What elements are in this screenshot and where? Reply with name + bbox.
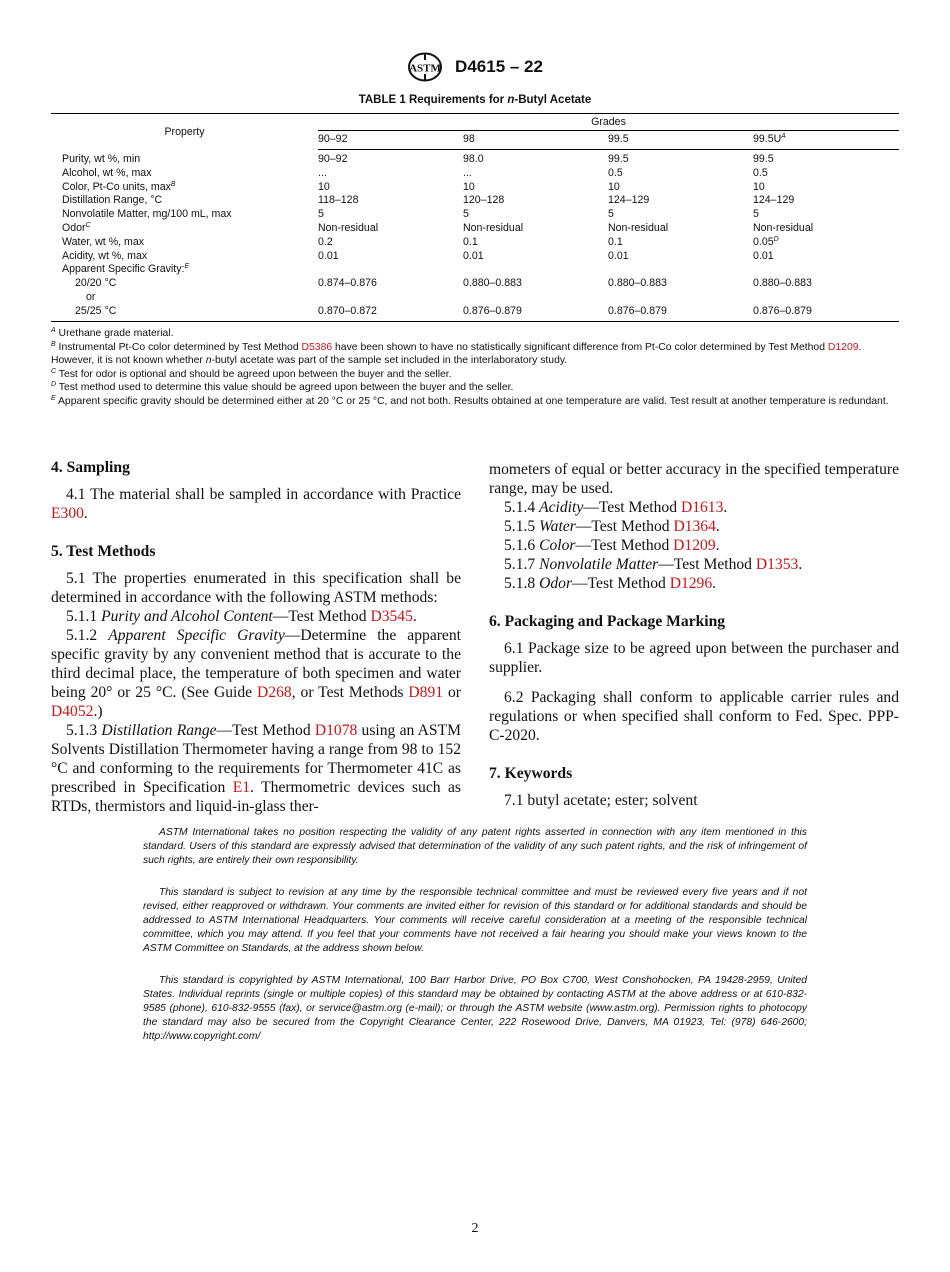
ref-link-d1078[interactable]: D1078 bbox=[314, 722, 358, 739]
ref-link-d891[interactable]: D891 bbox=[408, 684, 444, 701]
property-cell: Water, wt %, max bbox=[62, 235, 145, 248]
value-cell: Non-residual bbox=[463, 221, 524, 234]
value-cell: 0.876–0.879 bbox=[753, 305, 899, 321]
grade-column-header: 99.5 bbox=[608, 131, 753, 150]
value-cell: Non-residual bbox=[608, 221, 669, 234]
ref-link-d1209[interactable]: D1209 bbox=[827, 341, 859, 353]
ref-link-e300[interactable]: E300 bbox=[51, 505, 84, 522]
table-row bbox=[51, 167, 899, 181]
footnote-a: $^A$ Urethane grade material. bbox=[51, 327, 174, 339]
paragraph-5-1-1: 5.1.1 Purity and Alcohol Content—Test Method D3545. bbox=[66, 608, 417, 625]
value-cell: 0.01 bbox=[318, 249, 339, 262]
paragraph-6-1: 6.1 Package size to be agreed upon between the purchaser and supplier. bbox=[489, 640, 899, 676]
property-cell: Apparent Specific Gravity:$^E$ bbox=[62, 263, 190, 276]
property-cell: Acidity, wt %, max bbox=[62, 249, 148, 262]
property-cell: Purity, wt %, min bbox=[62, 152, 141, 165]
property-header: Property bbox=[51, 114, 318, 150]
property-cell: Alcohol, wt %, max bbox=[62, 166, 152, 179]
paragraph-5-1-8: 5.1.8 Odor—Test Method D1296. bbox=[504, 575, 717, 592]
ref-link-e1[interactable]: E1 bbox=[232, 779, 251, 796]
table-row bbox=[51, 194, 899, 208]
value-cell: ... bbox=[463, 166, 472, 179]
table-row bbox=[51, 236, 899, 250]
grades-header: Grades bbox=[318, 114, 899, 131]
value-cell: 0.880–0.883 bbox=[608, 277, 667, 290]
property-cell: or bbox=[86, 290, 96, 303]
value-cell: 0.874–0.876 bbox=[318, 277, 377, 290]
paragraph-5-1-7: 5.1.7 Nonvolatile Matter—Test Method D1353. bbox=[504, 556, 803, 573]
paragraph-6-2: 6.2 Packaging shall conform to applicable carrier rules and regulations or when specified shall conform to Fed. Spec. PPP-C-2020. bbox=[489, 689, 899, 744]
value-cell: 0.880–0.883 bbox=[463, 277, 522, 290]
document-header bbox=[0, 52, 950, 82]
astm-logo-icon bbox=[407, 52, 443, 82]
ref-link-d268[interactable]: D268 bbox=[257, 684, 292, 701]
value-cell: 5 bbox=[463, 208, 469, 221]
value-cell: 0.870–0.872 bbox=[318, 305, 463, 321]
value-cell: 0.5 bbox=[753, 166, 768, 179]
value-cell: 10 bbox=[463, 180, 475, 193]
table-row bbox=[51, 277, 899, 291]
table-row bbox=[51, 222, 899, 236]
table-row bbox=[51, 250, 899, 264]
table-row bbox=[51, 181, 899, 195]
paragraph-7-1: 7.1 butyl acetate; ester; solvent bbox=[504, 792, 698, 809]
svg-text:ASTM: ASTM bbox=[409, 62, 441, 75]
ref-link-d1209[interactable]: D1209 bbox=[673, 537, 716, 554]
value-cell: 5 bbox=[318, 208, 324, 221]
notice-revision: This standard is subject to revision at any time by the responsible technical committee and must be reviewed every five years and if not revised, either reapproved or withdrawn. Your comments are invited either for revision of this standard or for additional standards and should be addressed to ASTM International Headquarters. Your comments will receive careful consideration at a meeting of the responsible technical committee, which you may attend. If you feel that your comments have not received a fair hearing you should make your views known to the ASTM Committee on Standards, at the address shown below. bbox=[143, 887, 807, 954]
value-cell: 10 bbox=[318, 180, 330, 193]
value-cell: $0.05^D$ bbox=[753, 235, 779, 248]
table-row bbox=[51, 150, 899, 167]
value-cell: 5 bbox=[608, 208, 614, 221]
value-cell: 0.01 bbox=[608, 249, 629, 262]
ref-link-d1296[interactable]: D1296 bbox=[669, 575, 713, 592]
section-heading-test-methods: 5. Test Methods bbox=[51, 543, 156, 560]
value-cell: 90–92 bbox=[318, 153, 348, 165]
property-cell: Distillation Range, °C bbox=[62, 194, 163, 207]
value-cell: 0.880–0.883 bbox=[753, 277, 812, 290]
grade-column-header: 98 bbox=[463, 131, 608, 150]
footnote-c: $^C$ Test for odor is optional and should be agreed upon between the buyer and the seller. bbox=[51, 367, 452, 380]
paragraph-5-1-2: 5.1.2 Apparent Specific Gravity—Determine the apparent specific gravity by any convenient method that is accurate to the third decimal place, the temperature of both specimen and water being 20° or 25 °C. (See Guide D268, or Test Methods D891 or D4052.) bbox=[51, 627, 461, 720]
value-cell: 0.01 bbox=[463, 249, 484, 262]
ref-link-d3545[interactable]: D3545 bbox=[370, 608, 413, 625]
table-row bbox=[51, 291, 899, 305]
value-cell: 5 bbox=[753, 208, 759, 221]
value-cell: 0.1 bbox=[608, 235, 623, 248]
left-column bbox=[51, 458, 461, 816]
value-cell: 0.876–0.879 bbox=[608, 305, 753, 321]
ref-link-d1613[interactable]: D1613 bbox=[680, 499, 724, 516]
footnote-b: $^B$ Instrumental Pt-Co color determined by Test Method D5386 have been shown to have no statistically significant difference from Pt-Co color determined by Test Method D1209. However, it is not known whether n-butyl acetate was part of the sample set included in the interlaboratory study. bbox=[51, 340, 862, 367]
section-heading-keywords: 7. Keywords bbox=[489, 765, 573, 782]
value-cell: 124–129 bbox=[753, 194, 795, 207]
table-row bbox=[51, 208, 899, 222]
notice-patent: ASTM International takes no position respecting the validity of any patent rights asserted in connection with any item mentioned in this standard. Users of this standard are expressly advised that determination of the validity of any such patent rights, and the risk of infringement of such rights, are entirely their own responsibility. bbox=[143, 827, 807, 866]
table-row bbox=[51, 305, 899, 321]
table-footnotes bbox=[51, 327, 899, 409]
section-heading-sampling: 4. Sampling bbox=[51, 459, 130, 476]
standard-designation: D4615 – 22 bbox=[455, 57, 543, 76]
paragraph-5-1-5: 5.1.5 Water—Test Method D1364. bbox=[504, 518, 720, 535]
value-cell: 120–128 bbox=[463, 194, 505, 207]
paragraph-5-1-3-continued: mometers of equal or better accuracy in the specified temperature range, may be used. bbox=[489, 461, 899, 497]
footnote-e: $^E$ Apparent specific gravity should be determined either at 20 °C or 25 °C, and not both. Results obtained at one temperature are valid. Test result at another temperature is redundant. bbox=[51, 394, 889, 407]
value-cell: 0.01 bbox=[753, 249, 774, 262]
property-cell: Odor$^C$ bbox=[62, 221, 91, 234]
right-column bbox=[489, 460, 899, 810]
value-cell: 99.5 bbox=[753, 153, 774, 165]
value-cell: 10 bbox=[608, 180, 620, 193]
paragraph-5-1-3: 5.1.3 Distillation Range—Test Method D1078 using an ASTM Solvents Distillation Thermometer having a range from 98 to 152 °C and conforming to the requirements for Thermometer 41C as prescribed in Specification E1. Thermometric devices such as RTDs, thermistors and liquid-in-glass ther- bbox=[51, 722, 462, 815]
page-number: 2 bbox=[471, 1221, 479, 1236]
paragraph-4-1: 4.1 The material shall be sampled in accordance with Practice E300. bbox=[51, 486, 461, 522]
table-row bbox=[51, 263, 899, 277]
paragraph-5-1: 5.1 The properties enumerated in this specification shall be determined in accordance with the following ASTM methods: bbox=[51, 570, 461, 606]
notice-copyright: This standard is copyrighted by ASTM International, 100 Barr Harbor Drive, PO Box C700, West Conshohocken, PA 19428-2959, United States. Individual reprints (single or multiple copies) of this standard may be obtained by contacting ASTM at the above address or at 610-832-9585 (phone), 610-832-9555 (fax), or service@astm.org (e-mail); or through the ASTM website (www.astm.org). Permission rights to photocopy the standard may also be secured from the Copyright Clearance Center, 222 Rosewood Drive, Danvers, MA 01923, Tel: (978) 646-2600; http://www.copyright.com/ bbox=[143, 975, 807, 1042]
value-cell: 0.876–0.879 bbox=[463, 305, 608, 321]
property-cell: Color, Pt-Co units, $\max^B$ bbox=[62, 180, 176, 193]
property-cell: 25/25 °C bbox=[51, 305, 318, 321]
paragraph-5-1-4: 5.1.4 Acidity—Test Method D1613. bbox=[504, 499, 728, 516]
requirements-table bbox=[51, 113, 899, 322]
ref-link-d5386[interactable]: D5386 bbox=[301, 341, 333, 353]
ref-link-d1353[interactable]: D1353 bbox=[755, 556, 799, 573]
value-cell: 0.1 bbox=[463, 235, 478, 248]
value-cell: ... bbox=[318, 166, 327, 179]
value-cell: 99.5 bbox=[608, 153, 629, 165]
grade-column-header: $99.5U^A$ bbox=[753, 131, 899, 150]
paragraph-5-1-6: 5.1.6 Color—Test Method D1209. bbox=[504, 537, 720, 554]
value-cell: 124–129 bbox=[608, 194, 650, 207]
section-heading-packaging: 6. Packaging and Package Marking bbox=[489, 613, 726, 630]
ref-link-d1364[interactable]: D1364 bbox=[673, 518, 716, 535]
property-cell: 20/20 °C bbox=[75, 277, 117, 290]
value-cell: 0.2 bbox=[318, 235, 333, 248]
table-title: TABLE 1 Requirements for n-Butyl Acetate bbox=[358, 94, 592, 106]
value-cell: 98.0 bbox=[463, 153, 484, 165]
value-cell: 10 bbox=[753, 180, 765, 193]
value-cell: Non-residual bbox=[318, 221, 379, 234]
grade-column-header: 90–92 bbox=[318, 131, 463, 150]
value-cell: 0.5 bbox=[608, 166, 623, 179]
footnote-d: $^D$ Test method used to determine this value should be agreed upon between the buyer and the seller. bbox=[51, 381, 514, 394]
value-cell: Non-residual bbox=[753, 221, 814, 234]
value-cell: 118–128 bbox=[318, 194, 359, 207]
astm-notice bbox=[143, 826, 807, 1062]
ref-link-d4052[interactable]: D4052 bbox=[51, 703, 94, 720]
property-cell: Nonvolatile Matter, mg/100 mL, max bbox=[62, 208, 232, 221]
